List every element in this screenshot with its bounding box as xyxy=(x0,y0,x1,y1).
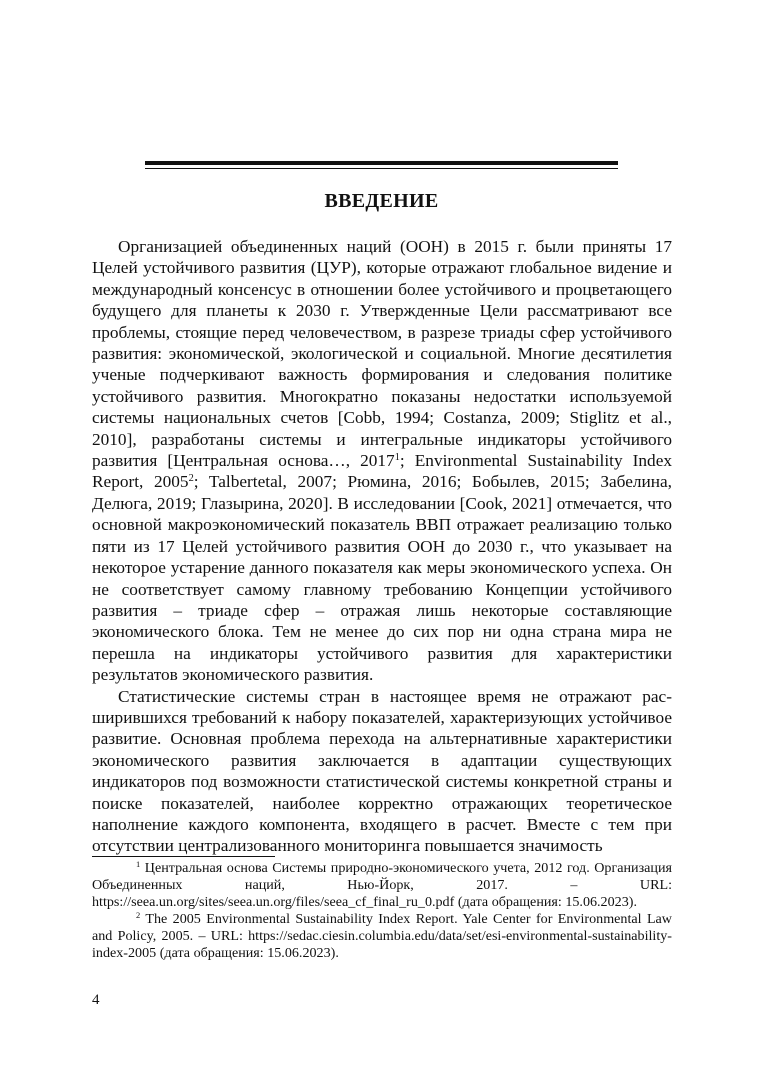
paragraph-1-part-3: ; Talbertetal, 2007; Рюмина, 2016; Бобылев, 2015; Забелина, Делюга, 2019; Глазырина, 2020]. В исследовании [Cook, 2021] отмечается, что основной макроэкономический показатель ВВП отражает реализацию только пяти из 17 Целей устойчивого развития ООН до 2030 г., что указывает на некоторое устарение данного показателя как меры экономического успеха. Он не соответствует самому главному требованию Концепции устойчивого развития – триаде сфер – отражая лишь некоторые составляющие экономического блока. Тем не менее до сих пор ни одна страна мира не перешла на индикаторы устойчивого развития для характеристики результатов экономического развития. xyxy=(92,472,672,685)
footnote-1 xyxy=(92,860,672,911)
paragraph-1-part-2: ; Environmental Sustainability Index Report, 2005 xyxy=(92,451,673,492)
body-text xyxy=(92,236,672,857)
footnote-1-marker: 1 xyxy=(136,858,141,869)
footnote-separator xyxy=(92,856,275,857)
chapter-heading: ВВЕДЕНИЕ xyxy=(324,190,439,212)
footnote-ref-2: 2 xyxy=(188,473,194,485)
footnote-2-text: The 2005 Environmental Sustainability Index Report. Yale Center for Environmental Law and Policy, 2005. – URL: https://sedac.ciesin.columbia.edu/data/set/esi-environmental-sustainability-index-2005 (дата обращения: 15.06.2023). xyxy=(92,911,672,961)
footnote-2-marker: 2 xyxy=(136,909,141,920)
page-number: 4 xyxy=(92,992,100,1008)
footnote-ref-1: 1 xyxy=(394,451,400,463)
header-rule-thick xyxy=(145,161,618,165)
paragraph-1-part-1: Организацией объединенных наций (ООН) в 2015 г. были приняты 17 Целей устойчивого развития (ЦУР), которые отражают глобальное видение и международный консенсус в отношении более устойчивого и процветающего будущего для планеты к 2030 г. Утвержденные Цели рассматривают все проблемы, стоящие перед человечеством, в разрезе триады сфер устойчивого развития: экономической, экологической и социальной. Многие десятилетия ученые подчеркивают важность формирования и следования политике устойчивого развития. Многократно показаны недостатки используемой системы национальных счетов [Cobb, 1994; Costanza, 2009; Stiglitz et al., 2010], разработаны системы и интегральные индикаторы устойчивого развития [Центральная основа…, 2017 xyxy=(92,237,672,471)
footnote-2 xyxy=(92,911,672,962)
footnote-1-text: Центральная основа Системы природно-экономического учета, 2012 год. Организация Объединенных наций, Нью-Йорк, 2017. – URL: https://seea.un.org/sites/seea.un.org/files/seea_cf_final_ru_0.pdf (дата обращения: 15.06.2023). xyxy=(92,860,672,910)
paragraph-2: Статистические системы стран в настоящее время не отражают расширившихся требований к набору показателей, характеризующих устойчивое развитие. Основная проблема перехода на альтернативные характеристики экономического развития заключается в адаптации существующих индикаторов под возможности статистической системы конкретной страны и поиске показателей, наиболее корректно отражающих теоретическое наполнение каждого компонента, входящего в расчет. Вместе с тем при отсутствии централизованного мониторинга повышается значимость xyxy=(92,686,672,856)
paragraph-1 xyxy=(92,236,672,686)
footnotes xyxy=(92,860,672,962)
header-rule-thin xyxy=(145,168,618,169)
